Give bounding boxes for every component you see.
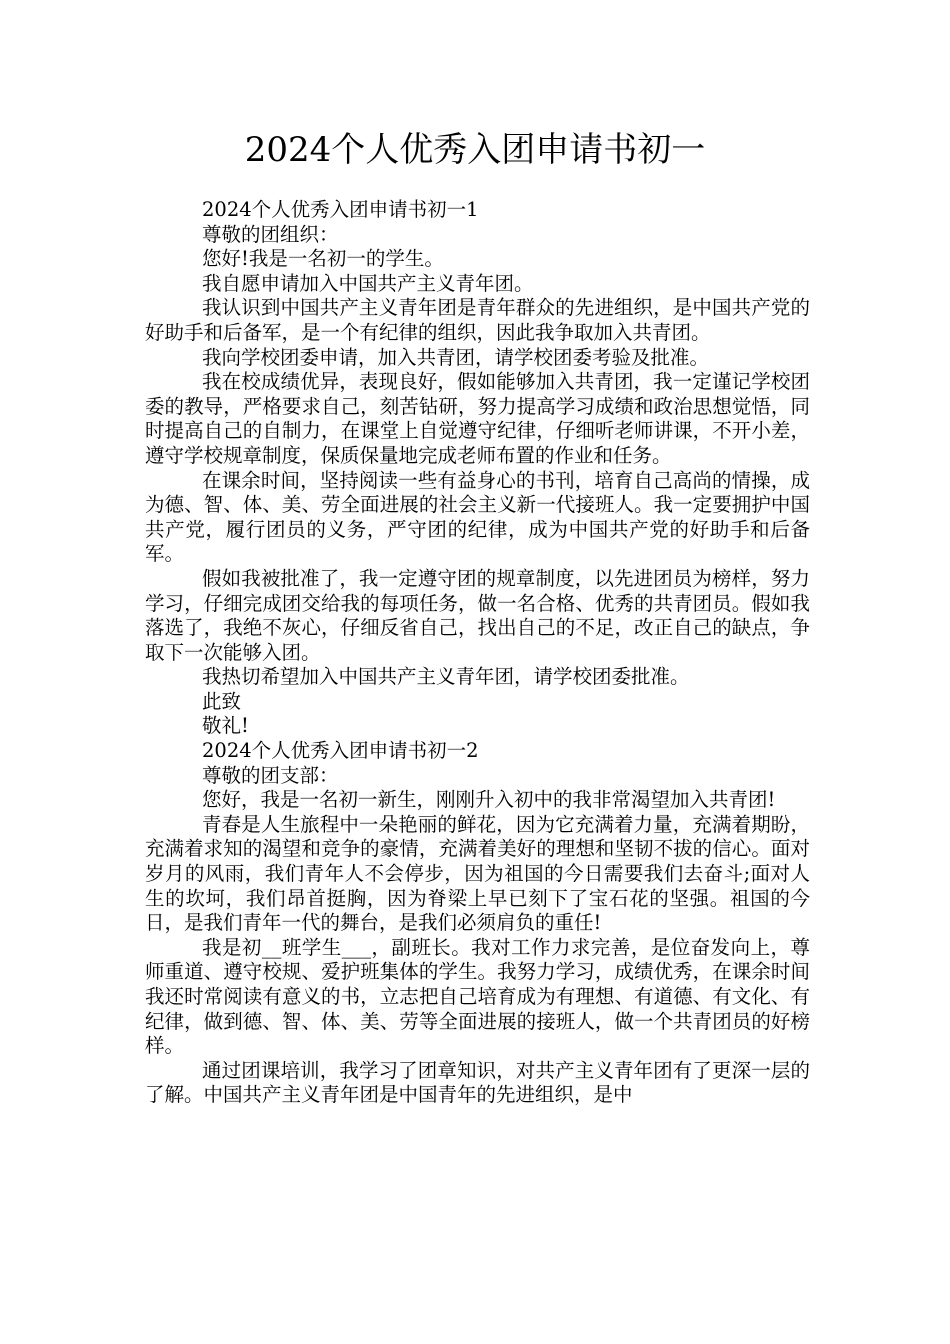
paragraph-12: 敬礼! bbox=[202, 714, 249, 738]
paragraph-3: 您好!我是一名初一的学生。 bbox=[202, 247, 444, 271]
paragraph-11: 此致 bbox=[202, 689, 242, 713]
paragraph-1: 2024个人优秀入团申请书初一1 bbox=[202, 198, 479, 221]
paragraph-8: 在课余时间，坚持阅读一些有益身心的书刊，培育自己高尚的情操，成为德、智、体、美、劳全面进展的社会主义新一代接班人。我一定要拥护中国共产党，履行团员的义务，严守团的纪律，成为中国共产党的好助手和后备军。 bbox=[145, 468, 810, 566]
paragraph-17: 我是初__班学生___，副班长。我对工作力求完善，是位奋发向上，尊师重道、遵守校规、爱护班集体的学生。我努力学习，成绩优秀，在课余时间我还时常阅读有意义的书，立志把自己培育成为有理想、有道德、有文化、有纪律，做到德、智、体、美、劳等全面进展的接班人，做一个共青团员的好榜样。 bbox=[145, 935, 810, 1058]
paragraph-15: 您好，我是一名初一新生，刚刚升入初中的我非常渴望加入共青团! bbox=[202, 788, 776, 812]
paragraph-16: 青春是人生旅程中一朵艳丽的鲜花，因为它充满着力量，充满着期盼，充满着求知的渴望和竞争的豪情，充满着美好的理想和坚韧不拔的信心。面对岁月的风雨，我们青年人不会停步，因为祖国的今日需要我们去奋斗;面对人生的坎坷，我们昂首挺胸，因为脊梁上早已刻下了宝石花的坚强。祖国的今日，是我们青年一代的舞台，是我们必须肩负的重任! bbox=[145, 812, 810, 935]
paragraph-2: 尊敬的团组织： bbox=[202, 222, 339, 246]
paragraph-6: 我向学校团委申请，加入共青团，请学校团委考验及批准。 bbox=[202, 345, 710, 369]
paragraph-18: 通过团课培训，我学习了团章知识，对共产主义青年团有了更深一层的了解。中国共产主义青年团是中国青年的先进组织，是中 bbox=[145, 1058, 810, 1107]
paragraph-10: 我热切希望加入中国共产主义青年团，请学校团委批准。 bbox=[202, 665, 690, 689]
paragraph-5: 我认识到中国共产主义青年团是青年群众的先进组织，是中国共产党的好助手和后备军，是一个有纪律的组织，因此我争取加入共青团。 bbox=[145, 296, 810, 344]
paragraph-7: 我在校成绩优异，表现良好，假如能够加入共青团，我一定谨记学校团委的教导，严格要求自己，刻苦钻研，努力提高学习成绩和政治思想觉悟，同时提高自己的自制力，在课堂上自觉遵守纪律，仔细听老师讲课，不开小差，遵守学校规章制度，保质保量地完成老师布置的作业和任务。 bbox=[145, 370, 810, 467]
paragraph-9: 假如我被批准了，我一定遵守团的规章制度，以先进团员为榜样，努力学习，仔细完成团交给我的每项任务，做一名合格、优秀的共青团员。假如我落选了，我绝不灰心，仔细反省自己，找出自己的不足，改正自己的缺点，争取下一次能够入团。 bbox=[145, 566, 810, 664]
paragraph-14: 尊敬的团支部： bbox=[202, 763, 339, 787]
paragraph-4: 我自愿申请加入中国共产主义青年团。 bbox=[202, 271, 534, 295]
document-body bbox=[145, 198, 810, 1108]
paragraph-13: 2024个人优秀入团申请书初一2 bbox=[202, 739, 479, 763]
document-title: 2024个人优秀入团申请书初一 bbox=[244, 130, 706, 170]
